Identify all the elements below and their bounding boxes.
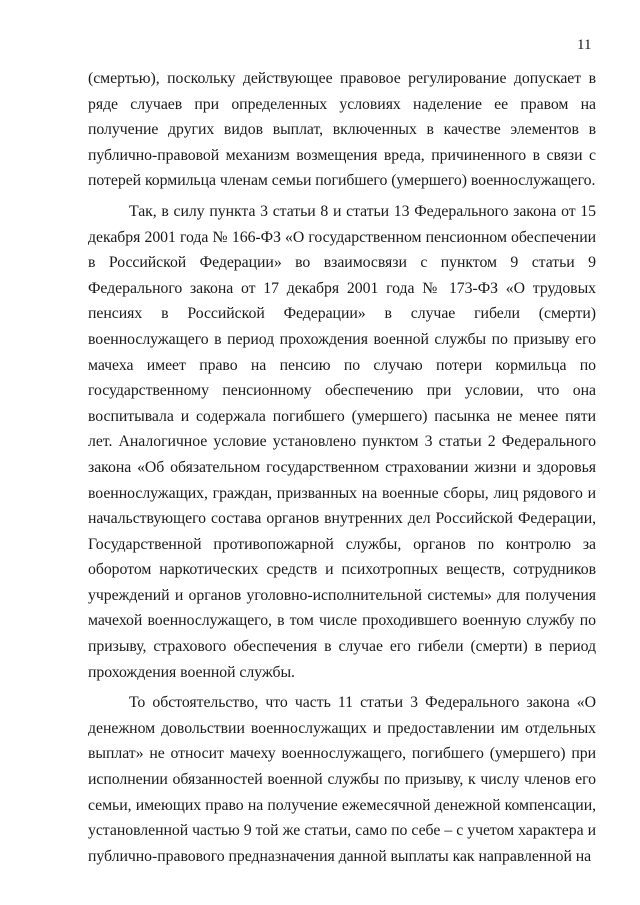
paragraph-allowance-law: То обстоятельство, что часть 11 статьи 3 Федерального закона «О денежном довольствии военнослужащих и предоставлении им отдельных выплат» не относит мачеху военнослужащего, погибшего (умершего) при исполнении обязанностей военной службы по призыву, к числу членов его семьи, имеющих право на получение ежемесячной денежной компенсации, установленной частью 9 той же статьи, само по себе – с учетом характера и публично-правового предназначения данной выплаты как направленной на <box>88 694 596 865</box>
document-body <box>88 66 596 869</box>
paragraph-pension-law: Так, в силу пункта 3 статьи 8 и статьи 13 Федерального закона от 15 декабря 2001 года № 166-ФЗ «О государственном пенсионном обеспечении в Российской Федерации» во взаимосвязи с пунктом 9 статьи 9 Федерального закона от 17 декабря 2001 года № 173-ФЗ «О трудовых пенсиях в Российской Федерации» в случае гибели (смерти) военнослужащего в период прохождения военной службы по призыву его мачеха имеет право на пенсию по случаю потери кормильца по государственному пенсионному обеспечению при условии, что она воспитывала и содержала погибшего (умершего) пасынка не менее пяти лет. Аналогичное условие установлено пунктом 3 статьи 2 Федерального закона «Об обязательном государственном страховании жизни и здоровья военнослужащих, граждан, призванных на военные сборы, лиц рядового и начальствующего состава органов внутренних дел Российской Федерации, Государственной противопожарной службы, органов по контролю за оборотом наркотических средств и психотропных веществ, сотрудников учреждений и органов уголовно-исполнительной системы» для получения мачехой военнослужащего, в том числе проходившего военную службу по призыву, страхового обеспечения в случае его гибели (смерти) в период прохождения военной службы. <box>88 202 596 681</box>
page-number: 11 <box>577 37 592 53</box>
paragraph-continuation: (смертью), поскольку действующее правовое регулирование допускает в ряде случаев при определенных условиях наделение ее правом на получение других видов выплат, включенных в качестве элементов в публично-правовой механизм возмещения вреда, причиненного в связи с потерей кормильца членам семьи погибшего (умершего) военнослужащего. <box>88 70 596 190</box>
